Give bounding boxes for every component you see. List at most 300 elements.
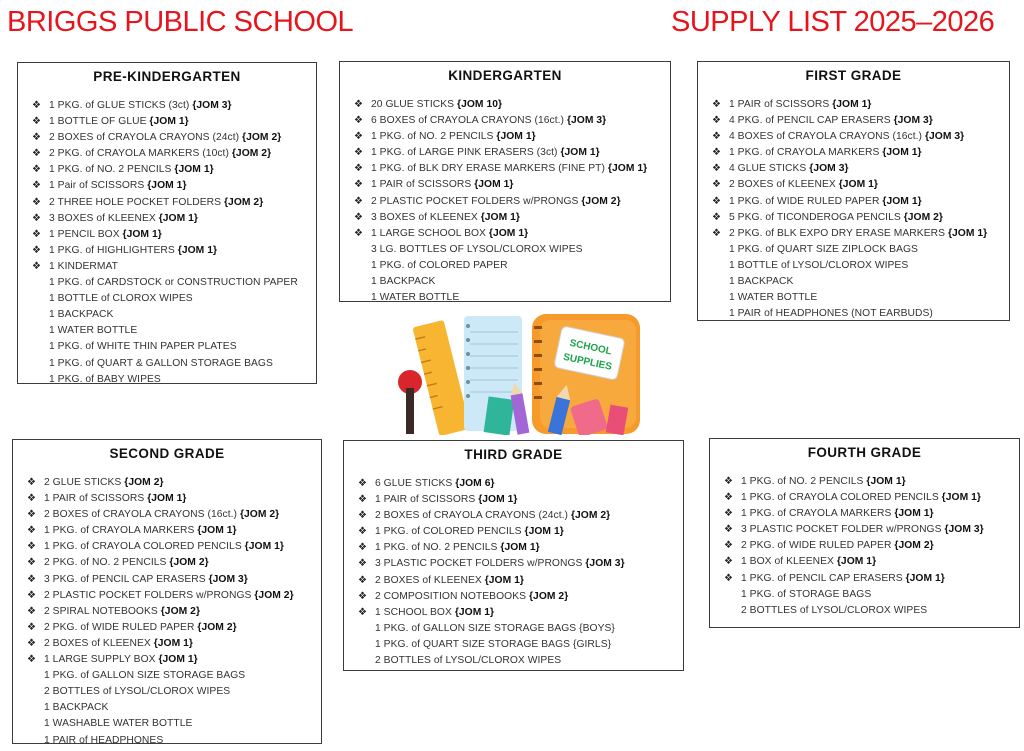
item-text: 2 BOTTLES of LYSOL/CLOROX WIPES: [741, 604, 928, 616]
jom-count: {JOM 1}: [607, 163, 648, 175]
note-line-school: SCHOOL: [568, 337, 613, 358]
supply-item: [24, 339, 310, 355]
item-text: 2 PKG. of NO. 2 PENCILS: [44, 557, 167, 569]
diamond-bullet-icon: ❖: [31, 100, 41, 111]
section-title: KINDERGARTEN: [448, 68, 562, 83]
item-text: 1 PKG. of PENCIL CAP ERASERS: [741, 572, 903, 584]
item-text: 1 LARGE SUPPLY BOX: [44, 654, 156, 666]
jom-count: {JOM 1}: [480, 211, 520, 223]
fourth-grade-section: [709, 438, 1020, 628]
diamond-bullet-icon: ❖: [723, 572, 733, 584]
supply-item: [19, 652, 315, 668]
jom-count: {JOM 6}: [455, 478, 495, 489]
supply-item: [704, 113, 1003, 129]
supply-item: [24, 98, 310, 114]
item-text: 1 WATER BOTTLE: [729, 292, 818, 304]
diamond-bullet-icon: ❖: [353, 99, 363, 110]
item-text: 1 PKG. of CRAYOLA COLORED PENCILS: [741, 492, 939, 504]
supply-list-title: SUPPLY LIST 2025–2026: [671, 6, 995, 38]
section-title: PRE-KINDERGARTEN: [93, 69, 241, 84]
item-text: 2 PLASTIC POCKET FOLDERS w/PRONGS: [371, 195, 579, 207]
item-text: 2 BOXES of KLEENEX: [44, 637, 151, 649]
diamond-bullet-icon: ❖: [31, 212, 41, 224]
supply-item: [704, 274, 1003, 290]
kindergarten-section: [339, 61, 671, 302]
item-text: 2 PKG. of WIDE RULED PAPER: [44, 621, 195, 633]
item-text: 1 PAIR of SCISSORS: [44, 493, 145, 505]
item-text: 1 BOTTLE of CLOROX WIPES: [49, 293, 193, 305]
jom-count: {JOM 3}: [566, 115, 607, 127]
supply-item: [704, 210, 1003, 226]
diamond-bullet-icon: ❖: [31, 244, 41, 256]
item-text: 1 PKG. of QUART SIZE STORAGE BAGS {GIRLS}: [375, 638, 612, 650]
item-text: 6 GLUE STICKS: [375, 478, 453, 489]
item-text: 3 PKG. of PENCIL CAP ERASERS: [44, 573, 206, 585]
diamond-bullet-icon: ❖: [26, 654, 36, 666]
diamond-bullet-icon: ❖: [26, 509, 36, 521]
item-text: 1 PKG. of BLK DRY ERASE MARKERS (FINE PT): [371, 163, 605, 175]
diamond-bullet-icon: ❖: [357, 606, 367, 618]
supply-item: [24, 162, 310, 178]
item-text: 1 PKG. of COLORED PAPER: [371, 259, 508, 271]
jom-count: {JOM 3}: [192, 100, 232, 111]
jom-count: {JOM 1}: [500, 542, 540, 554]
diamond-bullet-icon: ❖: [353, 211, 363, 223]
supply-item: [346, 177, 664, 193]
supply-item: [716, 554, 1013, 570]
item-text: 1 KINDERMAT: [49, 260, 119, 272]
section-title: FIRST GRADE: [805, 68, 902, 83]
jom-count: {JOM 1}: [894, 508, 934, 520]
item-text: 1 WASHABLE WATER BOTTLE: [44, 718, 193, 730]
item-text: 2 PKG. of BLK EXPO DRY ERASE MARKERS: [729, 227, 946, 239]
supply-item: [704, 258, 1003, 274]
diamond-bullet-icon: ❖: [711, 227, 721, 239]
supply-item: [704, 129, 1003, 145]
jom-count: {JOM 3}: [944, 524, 984, 536]
supply-item: [704, 306, 1003, 322]
item-text: 1 WATER BOTTLE: [371, 292, 460, 304]
supply-item: [24, 323, 310, 339]
jom-count: {JOM 1}: [454, 606, 495, 618]
diamond-bullet-icon: ❖: [723, 540, 733, 552]
supply-item: [704, 226, 1003, 242]
supply-item: [716, 506, 1013, 522]
item-text: 1 PKG. of NO. 2 PENCILS: [371, 131, 494, 143]
supply-item: [716, 603, 1013, 619]
item-text: 1 BACKPACK: [49, 309, 114, 321]
jom-count: {JOM 2}: [254, 589, 294, 601]
jom-count: {JOM 1}: [147, 493, 187, 505]
diamond-bullet-icon: ❖: [31, 180, 41, 192]
diamond-bullet-icon: ❖: [723, 492, 733, 504]
supply-item: [24, 195, 310, 211]
item-text: 20 GLUE STICKS: [371, 99, 455, 110]
item-text: 1 PKG. of QUART & GALLON STORAGE BAGS: [49, 357, 273, 369]
supply-item: [19, 684, 315, 700]
item-text: 1 PENCIL BOX: [49, 228, 120, 240]
diamond-bullet-icon: ❖: [357, 574, 367, 586]
jom-count: {JOM 1}: [836, 556, 877, 568]
supply-item: [704, 290, 1003, 306]
first-grade-section: [697, 61, 1010, 321]
item-text: 2 BOXES of KLEENEX: [375, 574, 482, 586]
supply-item: [350, 524, 677, 540]
jom-count: {JOM 2}: [581, 195, 621, 207]
supply-list: [24, 98, 310, 388]
supply-item: [350, 653, 677, 669]
jom-count: {JOM 1}: [149, 116, 189, 128]
supply-item: [350, 508, 677, 524]
jom-count: {JOM 3}: [208, 573, 248, 585]
diamond-bullet-icon: ❖: [353, 115, 363, 127]
supply-item: [716, 587, 1013, 603]
diamond-bullet-icon: ❖: [31, 228, 41, 240]
supply-item: [24, 178, 310, 194]
supply-item: [346, 145, 664, 161]
diamond-bullet-icon: ❖: [353, 131, 363, 143]
supply-item: [346, 258, 664, 274]
supply-item: [350, 492, 677, 508]
supply-item: [346, 97, 664, 113]
jom-count: {JOM 1}: [905, 572, 945, 584]
jom-count: {JOM 1}: [496, 131, 536, 143]
jom-count: {JOM 2}: [570, 510, 611, 522]
supply-item: [704, 145, 1003, 161]
supply-item: [350, 573, 677, 589]
jom-count: {JOM 1}: [947, 227, 988, 239]
item-text: 2 COMPOSITION NOTEBOOKS: [375, 590, 527, 602]
item-text: 1 Pair of SCISSORS: [49, 180, 145, 192]
item-text: 2 PKG. of WIDE RULED PAPER: [741, 540, 892, 552]
supply-item: [350, 589, 677, 605]
diamond-bullet-icon: ❖: [31, 196, 41, 208]
supply-item: [19, 716, 315, 732]
item-text: 2 THREE HOLE POCKET FOLDERS: [49, 196, 222, 208]
jom-count: {JOM 1}: [177, 244, 218, 256]
supply-item: [346, 129, 664, 145]
item-text: 1 BOTTLE of LYSOL/CLOROX WIPES: [729, 259, 909, 271]
item-text: 2 BOXES of KLEENEX: [729, 179, 836, 191]
jom-count: {JOM 1}: [158, 212, 198, 224]
supply-item: [24, 372, 310, 388]
diamond-bullet-icon: ❖: [31, 116, 41, 128]
diamond-bullet-icon: ❖: [723, 556, 733, 568]
item-text: 1 PKG. of GALLON SIZE STORAGE BAGS: [44, 670, 246, 682]
jom-count: {JOM 1}: [560, 147, 600, 159]
supply-item: [19, 700, 315, 716]
supply-item: [19, 668, 315, 684]
second-grade-section: [12, 439, 322, 744]
third-grade-section: [343, 440, 684, 671]
supply-item: [346, 226, 664, 242]
supply-item: [346, 242, 664, 258]
item-text: 1 PKG. of GALLON SIZE STORAGE BAGS {BOYS}: [375, 622, 615, 634]
supply-item: [346, 113, 664, 129]
supply-item: [346, 161, 664, 177]
item-text: 2 BOTTLES of LYSOL/CLOROX WIPES: [375, 655, 562, 667]
item-text: 1 PKG. of CARDSTOCK or CONSTRUCTION PAPER: [49, 277, 298, 289]
diamond-bullet-icon: ❖: [711, 147, 721, 159]
item-text: 1 PKG. of WHITE THIN PAPER PLATES: [49, 341, 237, 353]
supply-item: [346, 290, 664, 306]
section-title: FOURTH GRADE: [807, 445, 922, 460]
diamond-bullet-icon: ❖: [353, 147, 363, 159]
item-text: 1 PAIR of HEADPHONES (NOT EARBUDS): [729, 308, 933, 320]
item-text: 3 BOXES of KLEENEX: [49, 212, 156, 224]
diamond-bullet-icon: ❖: [26, 493, 36, 505]
supply-item: [19, 572, 315, 588]
supply-item: [19, 604, 315, 620]
item-text: 1 BACKPACK: [371, 276, 436, 288]
item-text: 1 PKG. of COLORED PENCILS: [375, 526, 522, 538]
item-text: 1 LARGE SCHOOL BOX: [371, 227, 486, 239]
supply-list: [350, 476, 677, 669]
supply-item: [24, 114, 310, 130]
item-text: 6 BOXES of CRAYOLA CRAYONS (16ct.): [371, 115, 565, 127]
item-text: 1 PKG. of STORAGE BAGS: [741, 588, 872, 600]
diamond-bullet-icon: ❖: [353, 179, 363, 191]
supply-item: [19, 620, 315, 636]
item-text: 2 SPIRAL NOTEBOOKS: [44, 605, 158, 617]
supply-item: [24, 243, 310, 259]
school-supplies-illustration: [384, 310, 644, 435]
item-text: 2 BOXES of CRAYOLA CRAYONS (16ct.): [44, 509, 238, 521]
item-text: 1 BOTTLE OF GLUE: [49, 116, 147, 128]
jom-count: {JOM 1}: [484, 574, 524, 586]
item-text: 1 PAIR of SCISSORS: [371, 179, 472, 191]
jom-count: {JOM 1}: [147, 180, 187, 192]
supply-item: [716, 538, 1013, 554]
item-text: 2 BOXES of CRAYOLA CRAYONS (24ct): [49, 132, 240, 144]
school-name: BRIGGS PUBLIC SCHOOL: [7, 6, 354, 38]
jom-count: {JOM 1}: [524, 526, 564, 538]
item-text: 1 PKG. of NO. 2 PENCILS: [49, 164, 172, 176]
jom-count: {JOM 1}: [882, 195, 922, 207]
jom-count: {JOM 1}: [488, 227, 529, 239]
item-text: 1 BOX of KLEENEX: [741, 556, 834, 568]
jom-count: {JOM 2}: [242, 132, 282, 144]
jom-count: {JOM 3}: [924, 131, 965, 143]
supply-item: [24, 211, 310, 227]
item-text: 1 PKG. of GLUE STICKS (3ct): [49, 100, 190, 111]
item-text: 1 PAIR of SCISSORS: [729, 99, 830, 110]
diamond-bullet-icon: ❖: [723, 476, 733, 487]
diamond-bullet-icon: ❖: [723, 508, 733, 520]
diamond-bullet-icon: ❖: [711, 179, 721, 191]
jom-count: {JOM 1}: [832, 99, 872, 110]
supply-item: [24, 130, 310, 146]
diamond-bullet-icon: ❖: [711, 195, 721, 207]
diamond-bullet-icon: ❖: [26, 637, 36, 649]
diamond-bullet-icon: ❖: [353, 163, 363, 175]
diamond-bullet-icon: ❖: [723, 524, 733, 536]
item-text: 1 PKG. of CRAYOLA MARKERS: [741, 508, 892, 520]
diamond-bullet-icon: ❖: [711, 115, 721, 127]
jom-count: {JOM 2}: [903, 211, 943, 223]
item-text: 3 LG. BOTTLES OF LYSOL/CLOROX WIPES: [371, 243, 583, 255]
item-text: 4 PKG. of PENCIL CAP ERASERS: [729, 115, 891, 127]
supply-item: [19, 507, 315, 523]
jom-count: {JOM 2}: [124, 477, 164, 488]
diamond-bullet-icon: ❖: [26, 525, 36, 537]
supply-item: [19, 523, 315, 539]
item-text: 1 PAIR of HEADPHONES: [44, 734, 164, 746]
item-text: 1 BACKPACK: [729, 276, 794, 288]
jom-count: {JOM 2}: [160, 605, 201, 617]
supply-item: [704, 194, 1003, 210]
supply-item: [19, 588, 315, 604]
supply-item: [346, 274, 664, 290]
item-text: 1 WATER BOTTLE: [49, 325, 138, 337]
supply-item: [350, 540, 677, 556]
jom-count: {JOM 1}: [153, 637, 193, 649]
diamond-bullet-icon: ❖: [31, 132, 41, 144]
diamond-bullet-icon: ❖: [711, 211, 721, 223]
supply-item: [19, 555, 315, 571]
jom-count: {JOM 1}: [866, 476, 906, 487]
item-text: 1 PKG. of HIGHLIGHTERS: [49, 244, 175, 256]
item-text: 4 BOXES of CRAYOLA CRAYONS (16ct.): [729, 131, 923, 143]
note-line-supplies: SUPPLIES: [562, 351, 613, 373]
item-text: 3 BOXES of KLEENEX: [371, 211, 478, 223]
supply-item: [350, 637, 677, 653]
supply-item: [716, 474, 1013, 490]
supply-item: [24, 227, 310, 243]
supply-item: [716, 490, 1013, 506]
supply-item: [704, 97, 1003, 113]
diamond-bullet-icon: ❖: [26, 621, 36, 633]
jom-count: {JOM 2}: [231, 148, 272, 160]
jom-count: {JOM 10}: [457, 99, 503, 110]
jom-count: {JOM 2}: [894, 540, 934, 552]
diamond-bullet-icon: ❖: [26, 557, 36, 569]
jom-count: {JOM 1}: [158, 654, 198, 666]
supply-item: [24, 275, 310, 291]
item-text: 2 BOTTLES of LYSOL/CLOROX WIPES: [44, 686, 231, 698]
supply-item: [19, 539, 315, 555]
supply-list: [704, 97, 1003, 322]
diamond-bullet-icon: ❖: [357, 510, 367, 522]
section-title: SECOND GRADE: [109, 446, 225, 461]
supply-item: [704, 242, 1003, 258]
prek-section: [17, 62, 317, 384]
jom-count: {JOM 1}: [941, 492, 981, 504]
supply-item: [19, 491, 315, 507]
jom-count: {JOM 1}: [174, 164, 214, 176]
diamond-bullet-icon: ❖: [26, 541, 36, 553]
diamond-bullet-icon: ❖: [711, 163, 721, 175]
diamond-bullet-icon: ❖: [31, 148, 41, 160]
supply-item: [350, 556, 677, 572]
supply-item: [346, 210, 664, 226]
diamond-bullet-icon: ❖: [26, 573, 36, 585]
item-text: 2 BOXES of CRAYOLA CRAYONS (24ct.): [375, 510, 569, 522]
item-text: 5 PKG. of TICONDEROGA PENCILS: [729, 211, 901, 223]
jom-count: {JOM 2}: [528, 590, 569, 602]
supply-item: [24, 356, 310, 372]
diamond-bullet-icon: ❖: [711, 99, 721, 110]
supply-item: [716, 522, 1013, 538]
jom-count: {JOM 2}: [197, 621, 237, 633]
item-text: 1 PKG. of LARGE PINK ERASERS (3ct): [371, 147, 558, 159]
supply-item: [19, 636, 315, 652]
jom-count: {JOM 2}: [239, 509, 280, 521]
diamond-bullet-icon: ❖: [26, 605, 36, 617]
item-text: 1 SCHOOL BOX: [375, 606, 452, 618]
jom-count: {JOM 1}: [197, 525, 237, 537]
supply-item: [19, 475, 315, 491]
supply-list: [346, 97, 664, 306]
diamond-bullet-icon: ❖: [357, 558, 367, 570]
item-text: 2 GLUE STICKS: [44, 477, 122, 488]
jom-count: {JOM 2}: [223, 196, 264, 208]
diamond-bullet-icon: ❖: [357, 494, 367, 506]
supply-list: [19, 475, 315, 749]
jom-count: {JOM 1}: [478, 494, 518, 506]
supply-item: [19, 733, 315, 749]
item-text: 2 PLASTIC POCKET FOLDERS w/PRONGS: [44, 589, 252, 601]
item-text: 1 PKG. of CRAYOLA MARKERS: [729, 147, 880, 159]
diamond-bullet-icon: ❖: [357, 542, 367, 554]
item-text: 1 PKG. of CRAYOLA COLORED PENCILS: [44, 541, 242, 553]
item-text: 1 PKG. of BABY WIPES: [49, 373, 161, 385]
diamond-bullet-icon: ❖: [711, 131, 721, 143]
item-text: 1 PKG. of NO. 2 PENCILS: [375, 542, 498, 554]
jom-count: {JOM 3}: [585, 558, 625, 570]
item-text: 3 PLASTIC POCKET FOLDER w/PRONGS: [741, 524, 942, 536]
item-text: 1 PKG. of NO. 2 PENCILS: [741, 476, 864, 487]
diamond-bullet-icon: ❖: [26, 589, 36, 601]
diamond-bullet-icon: ❖: [357, 590, 367, 602]
supply-item: [350, 605, 677, 621]
supply-item: [716, 571, 1013, 587]
supply-item: [704, 161, 1003, 177]
item-text: 1 PAIR of SCISSORS: [375, 494, 476, 506]
supply-list: [716, 474, 1013, 619]
jom-count: {JOM 3}: [809, 163, 849, 175]
supply-item: [704, 177, 1003, 193]
jom-count: {JOM 1}: [122, 228, 162, 240]
jom-count: {JOM 3}: [893, 115, 933, 127]
item-text: 3 PLASTIC POCKET FOLDERS w/PRONGS: [375, 558, 583, 570]
supply-item: [346, 194, 664, 210]
diamond-bullet-icon: ❖: [31, 164, 41, 176]
jom-count: {JOM 1}: [474, 179, 514, 191]
supply-item: [350, 621, 677, 637]
item-text: 2 PKG. of CRAYOLA MARKERS (10ct): [49, 148, 229, 160]
supply-item: [24, 291, 310, 307]
jom-count: {JOM 1}: [882, 147, 922, 159]
item-text: 1 PKG. of WIDE RULED PAPER: [729, 195, 880, 207]
section-title: THIRD GRADE: [464, 447, 563, 462]
jom-count: {JOM 1}: [244, 541, 284, 553]
jom-count: {JOM 2}: [169, 557, 209, 569]
supply-item: [350, 476, 677, 492]
diamond-bullet-icon: ❖: [26, 477, 36, 488]
supply-item: [24, 307, 310, 323]
diamond-bullet-icon: ❖: [353, 195, 363, 207]
supply-item: [24, 259, 310, 275]
supply-item: [24, 146, 310, 162]
diamond-bullet-icon: ❖: [31, 260, 41, 272]
diamond-bullet-icon: ❖: [357, 478, 367, 489]
item-text: 4 GLUE STICKS: [729, 163, 807, 175]
item-text: 1 BACKPACK: [44, 702, 109, 714]
diamond-bullet-icon: ❖: [353, 227, 363, 239]
jom-count: {JOM 1}: [838, 179, 878, 191]
item-text: 1 PKG. of CRAYOLA MARKERS: [44, 525, 195, 537]
